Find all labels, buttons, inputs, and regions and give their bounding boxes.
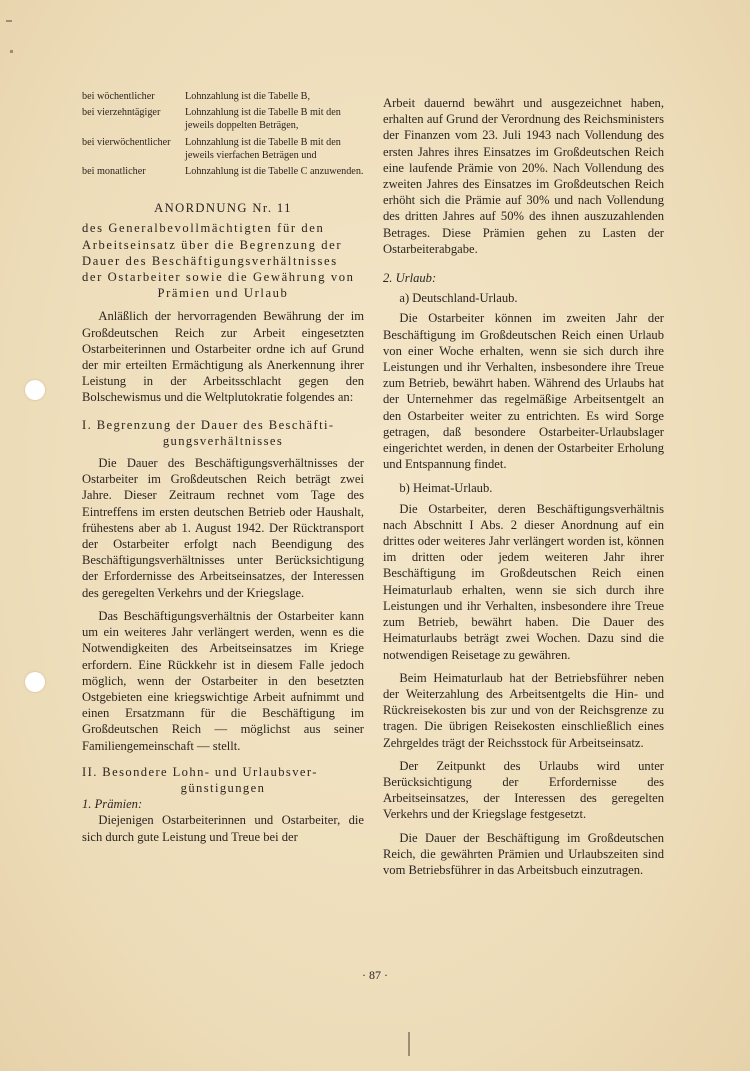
- paper-mark: [10, 50, 13, 53]
- paper-mark: [6, 20, 12, 22]
- anordnung-title: ANORDNUNG Nr. 11: [154, 201, 292, 216]
- intro-paragraph: Anläßlich der hervorragenden Bewährung der im Großdeutschen Reich zur Arbeit eingesetzten Ostarbeiterinnen und Ostarbeiter ordne ich auf Grund der mir erteilten Ermächtigung als Anerkennung ihrer Leistung in der Arbeitsschlacht gegen den Bolschewismus und die Weltplutokratie folgendes an:: [82, 309, 364, 405]
- page-number: · 87 ·: [362, 968, 388, 982]
- table-text: Lohnzahlung ist die Tabelle B mit den jeweils doppelten Beträgen,: [185, 107, 341, 132]
- punch-hole: [25, 672, 45, 692]
- table-row: [82, 165, 364, 178]
- paragraph: Diejenigen Ostarbeiterinnen und Ostarbeiter, die sich durch gute Leistung und Treue bei der: [82, 813, 364, 844]
- right-column: [383, 95, 664, 878]
- paragraph: Das Beschäftigungsverhältnis der Ostarbeiter kann um ein weiteres Jahr verlängert werden, wenn es die Notwendigkeiten des Arbeitseinsatzes im Kriege erfordern. Eine Rückkehr ist in diesem Falle jedoch möglich, wenn der Ostarbeiter in den besetzten Ostgebieten eine kriegswichtige Arbeit aufnimmt und einen Ersatzmann für die Beschäftigung im Großdeutschen Reich — möglichst aus seiner Familiengemeinschaft — stellt.: [82, 608, 364, 753]
- subsection-heading: 1. Prämien:: [82, 797, 143, 812]
- left-column: [82, 90, 364, 845]
- table-text: Lohnzahlung ist die Tabelle B,: [185, 91, 310, 102]
- anordnung-subtitle: des Generalbevollmächtigten für den: [82, 221, 325, 236]
- section-heading: II. Besondere Lohn- und Urlaubsver-: [82, 764, 318, 779]
- paragraph: Die Dauer des Beschäftigungsverhältnisses der Ostarbeiter im Großdeutschen Reich beträgt zwei Jahre. Dieser Zeitraum rechnet vom Tage des Eintreffens im ersten deutschen Betrieb oder Haushalt, frühestens aber ab 1. August 1942. Der Rücktransport der Ostarbeiter erfolgt nach Beendigung des Beschäftigungsverhältnisses unter Berücksichtigung der Erfordernisse des Arbeitseinsatzes, der Interessen des geregelten Verkehrs und der Kriegslage.: [82, 456, 364, 600]
- paper-mark: [408, 1032, 410, 1056]
- table-row: [82, 90, 364, 103]
- paragraph: Beim Heimaturlaub hat der Betriebsführer neben der Weiterzahlung des Arbeitsentgelts die Hin- und Rückreisekosten bis zur und von der Reichsgrenze zu tragen. Die übrigen Reisekosten einschließlich eines Zehrgeldes trägt der Reichsstock für Arbeitseinsatz.: [383, 670, 664, 750]
- section-heading: günstigungen: [180, 780, 266, 795]
- section-heading: gungsverhältnisses: [162, 433, 284, 448]
- lohn-table: [82, 90, 364, 178]
- subsection-heading: a) Deutschland-Urlaub.: [399, 291, 518, 306]
- paragraph: Der Zeitpunkt des Urlaubs wird unter Berücksichtigung der Erfordernisse des Arbeitseinsatzes, der Interessen des geregelten Verkehrs und der Kriegslage festgesetzt.: [383, 758, 664, 822]
- subsection-heading: 2. Urlaub:: [383, 271, 437, 286]
- anordnung-subtitle: Dauer des Beschäftigungsverhältnisses: [82, 253, 338, 268]
- anordnung-subtitle: Arbeitseinsatz über die Begrenzung der: [82, 237, 343, 252]
- table-row: [82, 136, 364, 162]
- paragraph: Arbeit dauernd bewährt und ausgezeichnet haben, erhalten auf Grund der Verordnung des Reichsministers der Finanzen vom 23. Juli 1943 nach Vollendung des ersten Jahres ihres Einsatzes im Großdeutschen Reich eine laufende Prämie von 20%. Nach Vollendung des zweiten Jahres des Einsatzes im Großdeutschen Reich erhöht sich die Prämie auf 30% und nach Vollendung des dritten Jahres auf 50% des ihnen auszuzahlenden Betrages. Diese Prämien gehen zu Lasten der Ostarbeiterabgabe.: [383, 96, 664, 256]
- paragraph: Die Dauer der Beschäftigung im Großdeutschen Reich, die gewährten Prämien und Urlaubszeiten sind vom Betriebsführer in das Arbeitsbuch einzutragen.: [383, 830, 664, 877]
- subsection-heading: b) Heimat-Urlaub.: [399, 481, 493, 496]
- table-period: bei vierzehntägiger: [82, 107, 161, 119]
- table-period: bei vierwöchentlicher: [82, 136, 171, 148]
- section-heading: I. Begrenzung der Dauer des Beschäfti-: [82, 417, 335, 432]
- table-text: Lohnzahlung ist die Tabelle C anzuwenden.: [185, 166, 364, 178]
- table-row: [82, 106, 364, 132]
- punch-hole: [25, 380, 45, 400]
- table-period: bei wöchentlicher: [82, 91, 155, 102]
- table-period: bei monatlicher: [82, 166, 146, 178]
- anordnung-subtitle: Prämien und Urlaub: [157, 286, 289, 301]
- paragraph: Die Ostarbeiter können im zweiten Jahr der Beschäftigung im Großdeutschen Reich einen Urlaub von einer Woche erhalten, wenn sie sich durch ihre Leistungen und ihr Verhalten, insbesondere ihre Treue zum Betrieb, bewährt haben. Während des Urlaubs hat der Unternehmer das regelmäßige Arbeitsentgelt an den Ostarbeiter weiter zu entrichten. Es wird Sorge getragen, daß besondere Ostarbeiter-Urlaubslager eingerichtet werden, in denen der Ostarbeiter Erholung und Entspannung findet.: [383, 311, 664, 472]
- paragraph: Die Ostarbeiter, deren Beschäftigungsverhältnis nach Abschnitt I Abs. 2 dieser Anordnung auf ein drittes oder weiteres Jahr verlängert worden ist, können im dritten oder jedem weiteren Jahr ihrer Beschäftigung im Großdeutschen Reich einen Heimaturlaub erhalten, wenn sie sich durch ihre Leistungen und ihr Verhalten, insbesondere ihre Treue zum Betrieb, bewährt haben. Die Dauer des Heimaturlaubs beträgt zwei Wochen. Dazu sind die notwendigen Reisetage zu gewähren.: [383, 501, 664, 662]
- anordnung-subtitle: der Ostarbeiter sowie die Gewährung von: [82, 270, 355, 285]
- table-text: Lohnzahlung ist die Tabelle B mit den jeweils vierfachen Beträgen und: [185, 136, 341, 161]
